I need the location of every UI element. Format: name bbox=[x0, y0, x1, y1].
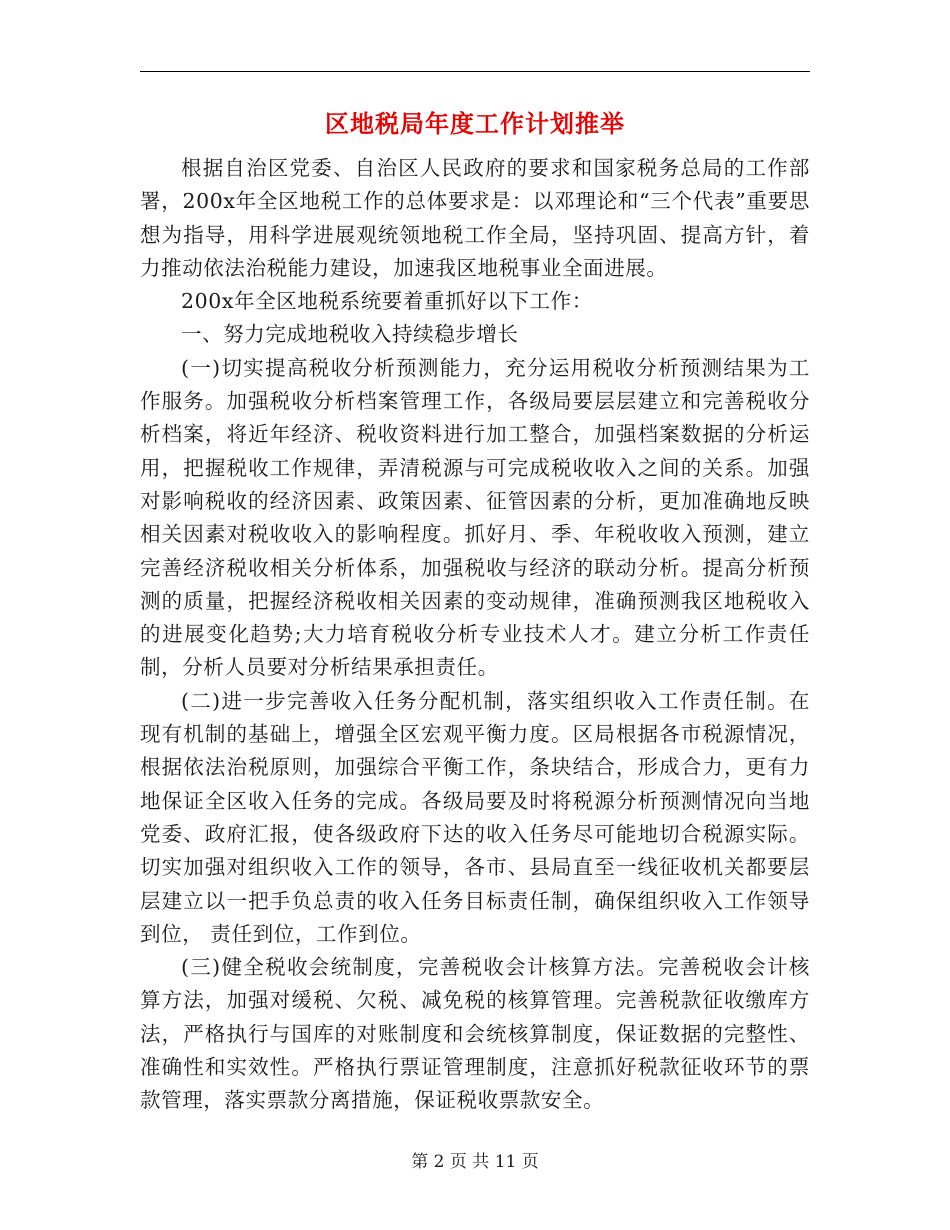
paragraph-item-3: (三)健全税收会统制度，完善税收会计核算方法。完善税收会计核算方法，加强对缓税、欠税、减免税的核算管理。完善税款征收缴库方法，严格执行与国库的对账制度和会统核算制度，保证数据的完整性、准确性和实效性。严格执行票证管理制度，注意抓好税款征收环节的票款管理，落实票款分离措施，保证税收票款安全。 bbox=[140, 955, 810, 1113]
paragraph-item-2: (二)进一步完善收入任务分配机制，落实组织收入工作责任制。在现有机制的基础上，增强全区宏观平衡力度。区局根据各市税源情况，根据依法治税原则，加强综合平衡工作，条块结合，形成合力，更有力地保证全区收入任务的完成。各级局要及时将税源分析预测情况向当地党委、政府汇报，使各级政府下达的收入任务尽可能地切合税源实际。切实加强对组织收入工作的领导，各市、县局直至一线征收机关都要层层建立以一把手负总责的收入任务目标责任制，确保组织收入工作领导到位， 责任到位，工作到位。 bbox=[140, 688, 810, 946]
page-number: 第 2 页 共 11 页 bbox=[411, 1152, 539, 1172]
paragraph-intro: 根据自治区党委、自治区人民政府的要求和国家税务总局的工作部署，200x年全区地税工作的总体要求是：以邓理论和“三个代表”重要思想为指导，用科学进展观统领地税工作全局，坚持巩固、提高方针，着力推动依法治税能力建设，加速我区地税事业全面进展。 bbox=[140, 156, 810, 280]
header-rule bbox=[140, 71, 810, 72]
document-body bbox=[140, 152, 810, 1118]
paragraph-item-1: (一)切实提高税收分析预测能力，充分运用税收分析预测结果为工作服务。加强税收分析档案管理工作，各级局要层层建立和完善税收分析档案，将近年经济、税收资料进行加工整合，加强档案数据的分析运用，把握税收工作规律，弄清税源与可完成税收收入之间的关系。加强对影响税收的经济因素、政策因素、征管因素的分析，更加准确地反映相关因素对税收收入的影响程度。抓好月、季、年税收收入预测，建立完善经济税收相关分析体系，加强税收与经济的联动分析。提高分析预测的质量，把握经济税收相关因素的变动规律，准确预测我区地税收入的进展变化趋势;大力培育税收分析专业技术人才。建立分析工作责任制，分析人员要对分析结果承担责任。 bbox=[140, 355, 810, 680]
section-heading-1: 一、努力完成地税收入持续稳步增长 bbox=[181, 322, 519, 347]
document-title: 区地税局年度工作计划推举 bbox=[325, 109, 625, 138]
paragraph-overview: 200x年全区地税系统要着重抓好以下工作： bbox=[181, 289, 593, 314]
